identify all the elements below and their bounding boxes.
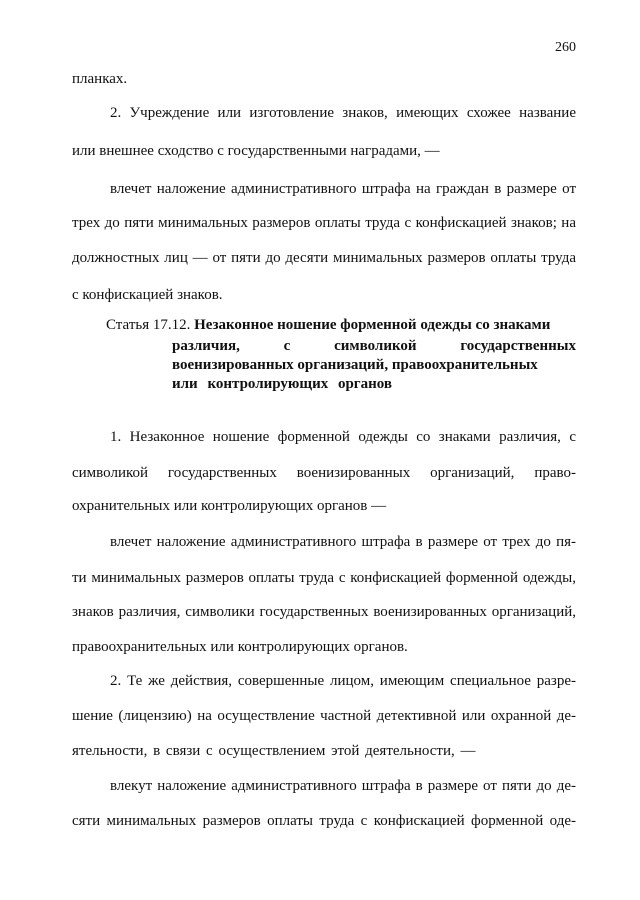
text-line: сяти минимальных размеров оплаты труда с конфискацией форменной оде- xyxy=(72,813,576,829)
text-line: влечет наложение административного штрафа на граждан в размере от xyxy=(110,181,576,197)
article-title-line: различия, с символикой государственных xyxy=(172,338,576,354)
text-line: охранительных или контролирующих органов — xyxy=(72,498,387,514)
article-title-line: военизированных организаций, правоохранительных xyxy=(172,357,538,373)
article-title-line: Незаконное ношение форменной одежды со знаками xyxy=(194,317,551,333)
text-line: ятельности, в связи с осуществлением этой деятельности, — xyxy=(72,743,476,759)
page-number: 260 xyxy=(555,40,576,55)
article-heading xyxy=(106,316,576,335)
text-line: планках. xyxy=(72,71,128,87)
text-line: трех до пяти минимальных размеров оплаты труда с конфискацией знаков; на xyxy=(72,215,576,231)
text-line: 1. Незаконное ношение форменной одежды со знаками различия, с xyxy=(110,429,576,445)
text-line: знаков различия, символики государственных военизированных организаций, xyxy=(72,604,576,620)
text-line: шение (лицензию) на осуществление частной детективной или охранной де- xyxy=(72,708,576,724)
text-line: 2. Те же действия, совершенные лицом, имеющим специальное разре- xyxy=(110,673,576,689)
text-line: ти минимальных размеров оплаты труда с конфискацией форменной одежды, xyxy=(72,570,576,586)
text-line: правоохранительных или контролирующих органов. xyxy=(72,639,408,655)
article-label: Статья 17.12. xyxy=(106,317,191,333)
text-line: 2. Учреждение или изготовление знаков, имеющих схожее название xyxy=(110,105,576,121)
article-title-line: или контролирующих органов xyxy=(172,376,392,392)
text-line: символикой государственных военизированных организаций, право- xyxy=(72,465,576,481)
text-line: влечет наложение административного штрафа в размере от трех до пя- xyxy=(110,534,576,550)
text-line: или внешнее сходство с государственными наградами, — xyxy=(72,143,440,159)
text-line: с конфискацией знаков. xyxy=(72,287,223,303)
text-line: должностных лиц — от пяти до десяти минимальных размеров оплаты труда xyxy=(72,250,576,266)
text-line: влекут наложение административного штрафа в размере от пяти до де- xyxy=(110,778,576,794)
